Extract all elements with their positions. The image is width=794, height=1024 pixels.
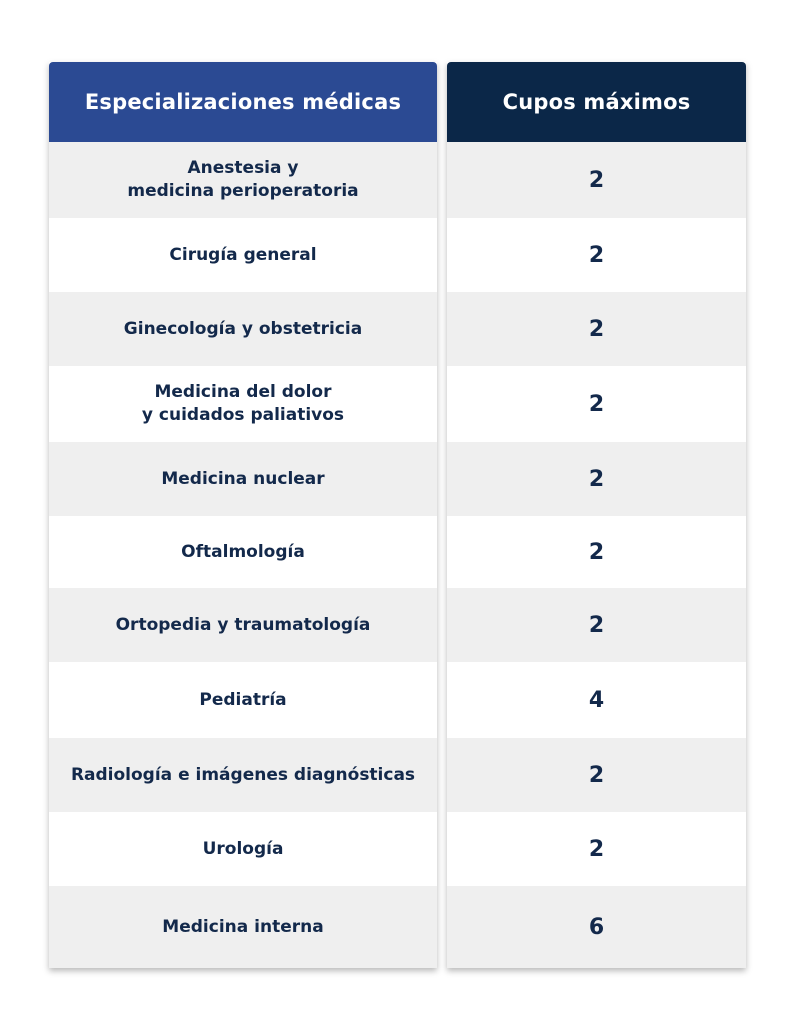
slots-value: 2 <box>588 466 605 492</box>
slots-value: 2 <box>588 612 605 638</box>
table-row <box>447 738 746 812</box>
table-row <box>49 442 437 516</box>
table-row <box>49 292 437 366</box>
specialty-header-label: Especializaciones médicas <box>84 90 402 114</box>
specialty-label: Cirugía general <box>169 244 317 265</box>
table-row <box>447 142 746 218</box>
specialty-label: Ortopedia y traumatología <box>115 614 371 635</box>
table-row <box>447 516 746 588</box>
slots-value: 2 <box>588 762 605 788</box>
table-row <box>447 662 746 738</box>
table-row <box>49 366 437 442</box>
slots-value: 4 <box>588 687 605 713</box>
table-row <box>49 588 437 662</box>
table-row <box>447 218 746 292</box>
table-row <box>49 218 437 292</box>
specialty-label: Medicina interna <box>162 916 324 937</box>
slots-value: 2 <box>588 242 605 268</box>
table-row <box>447 812 746 886</box>
table-row <box>49 812 437 886</box>
specialty-label: Medicina del dolor y cuidados paliativos <box>141 382 345 425</box>
table-row <box>447 292 746 366</box>
specialty-label: Urología <box>202 838 284 859</box>
specialty-label: Ginecología y obstetricia <box>123 318 363 339</box>
specialty-column <box>49 62 437 968</box>
slots-column <box>447 62 746 968</box>
specialty-label: Medicina nuclear <box>161 468 325 489</box>
table-row <box>447 442 746 516</box>
slots-column-header <box>447 62 746 142</box>
specialty-column-header <box>49 62 437 142</box>
specialty-label: Oftalmología <box>181 541 305 562</box>
table-row <box>49 142 437 218</box>
specialty-label: Anestesia y medicina perioperatoria <box>127 158 359 201</box>
table-row <box>49 886 437 968</box>
slots-value: 2 <box>588 167 605 193</box>
slots-value: 2 <box>588 316 605 342</box>
slots-value: 2 <box>588 539 605 565</box>
slots-value: 2 <box>588 836 605 862</box>
specialty-label: Pediatría <box>199 689 287 710</box>
slots-value: 6 <box>588 914 605 940</box>
slots-rows <box>447 142 746 968</box>
table-row <box>49 738 437 812</box>
table-row <box>447 588 746 662</box>
slots-header-label: Cupos máximos <box>502 90 691 114</box>
specialty-rows <box>49 142 437 968</box>
table-row <box>49 662 437 738</box>
table-row <box>447 366 746 442</box>
table-row <box>49 516 437 588</box>
slots-value: 2 <box>588 391 605 417</box>
specialty-label: Radiología e imágenes diagnósticas <box>70 764 416 785</box>
table-row <box>447 886 746 968</box>
